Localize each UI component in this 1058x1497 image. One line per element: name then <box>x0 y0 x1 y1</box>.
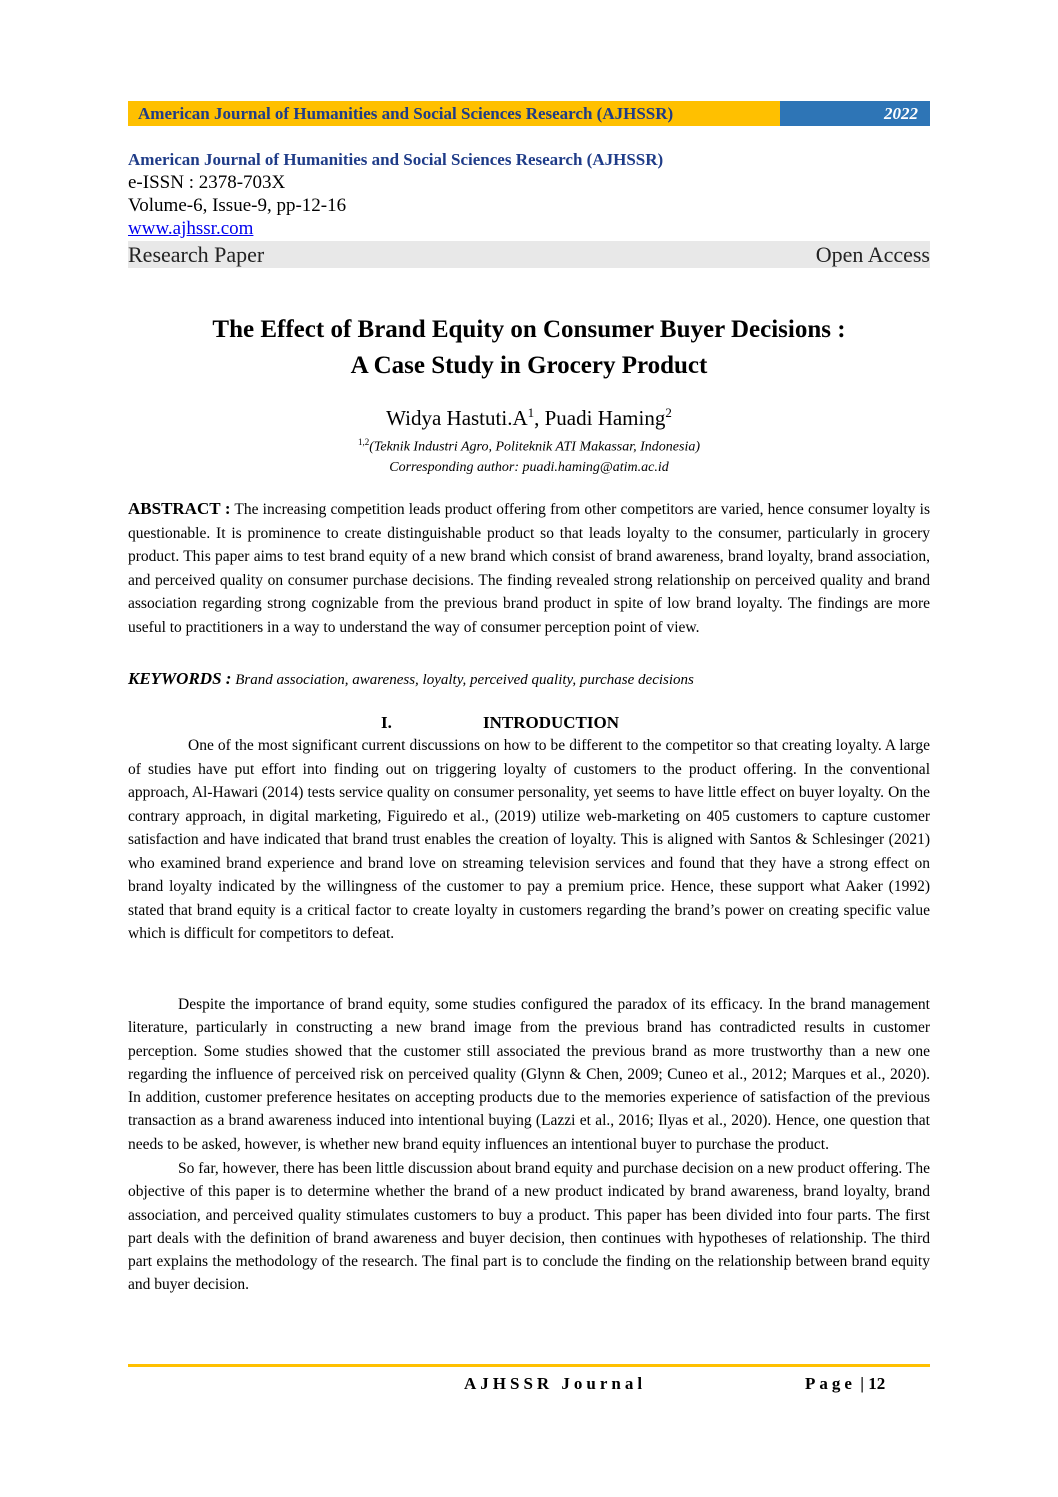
author-1-sup: 1 <box>527 405 535 420</box>
section-title: INTRODUCTION <box>483 713 620 732</box>
footer-page-label: Page <box>805 1374 856 1393</box>
paper-title-line-2: A Case Study in Grocery Product <box>350 352 708 379</box>
footer-page <box>805 1374 885 1394</box>
paper-type: Research Paper <box>128 242 265 267</box>
intro-paragraph-2: Despite the importance of brand equity, some studies configured the paradox of its efficacy. In the brand management literature, particularly in constructing a new brand image from the previous brand has contradicted results in customer perception. Some studies showed that the customer still associated the previous brand as more trustworthy than a new one regarding the influence of perceived risk on perceived quality (Glynn & Chen, 2009; Cuneo et al., 2012; Marques et al., 2020). In addition, customer preference hesitates on accepting products due to the memories experience of satisfaction of the previous transaction as a brand awareness induced into intentional buying (Lazzi et al., 2016; Ilyas et al., 2020). Hence, one question that needs to be asked, however, is whether new brand equity influences an intentional buyer to purchase the product. <box>128 996 930 1153</box>
journal-website-link[interactable]: www.ajhssr.com <box>128 218 254 239</box>
paper-type-bar <box>128 241 930 268</box>
footer-journal: AJHSSR Journal <box>464 1374 647 1393</box>
corresponding-author: Corresponding author: puadi.haming@atim.ac.id <box>389 459 669 475</box>
footer-rule <box>128 1364 930 1367</box>
access-type: Open Access <box>815 242 930 267</box>
journal-info <box>128 149 930 268</box>
section-number: I. <box>381 713 392 732</box>
intro-paragraph-1: One of the most significant current discussions on how to be different to the competitor so that creating loyalty. A large of studies have put effort into finding out on triggering loyalty of customers to the product offering. In the conventional approach, Al-Hawari (2014) tests service quality on consumer personality, yet seems to have little effect on buyer loyalty. On the contrary approach, in digital marketing, Figuiredo et al., (2019) utilize web-marketing on 405 customers to capture customer satisfaction and have indicated that brand trust enables the creation of loyalty. This is aligned with Santos & Schlesinger (2021) who examined brand experience and brand love on streaming television services and found that they have a strong effect on brand loyalty indicated by the willingness of the customer to pay a premium price. Hence, these support what Aaker (1992) stated that brand equity is a critical factor to create loyalty in customers regarding the brand’s power on creating specific value which is difficult for competitors to defeat. <box>128 737 930 942</box>
keywords-label: KEYWORDS : <box>128 669 232 688</box>
abstract-text: The increasing competition leads product offering from other competitors are varied, hence consumer loyalty is questionable. It is prominence to create distinguishable product so that leads loyalty to the consumer, particularly in grocery product. This paper aims to test brand equity of a new brand which consist of brand awareness, brand loyalty, brand association, and perceived quality on consumer purchase decisions. The finding revealed strong relationship on perceived quality and brand association regarding strong cognizable from the previous brand product in spite of low brand loyalty. The findings are more useful to practitioners in a way to understand the way of consumer perception point of view. <box>128 501 930 636</box>
footer-page-number: 12 <box>868 1374 886 1393</box>
author-list <box>128 400 930 431</box>
affiliation-sup: 1,2 <box>357 437 370 447</box>
keywords-text: Brand association, awareness, loyalty, perceived quality, purchase decisions <box>231 672 694 688</box>
paper-title <box>100 312 958 384</box>
running-header-year: 2022 <box>780 101 930 126</box>
running-header-journal: American Journal of Humanities and Social Sciences Research (AJHSSR) <box>128 101 780 126</box>
paper-title-line-1: The Effect of Brand Equity on Consumer Buyer Decisions : <box>212 316 846 343</box>
journal-name: American Journal of Humanities and Social Sciences Research (AJHSSR) <box>128 150 664 169</box>
footer-page-separator: | <box>855 1374 869 1393</box>
author-separator: , <box>534 406 545 430</box>
journal-issn: e-ISSN : 2378-703X <box>128 172 286 193</box>
abstract <box>128 497 930 639</box>
journal-volume: Volume-6, Issue-9, pp-12-16 <box>128 195 347 216</box>
abstract-label: ABSTRACT : <box>128 499 231 518</box>
affiliation-block <box>128 432 930 478</box>
intro-paragraph-3: So far, however, there has been little discussion about brand equity and purchase decision on a new product offering. The objective of this paper is to determine whether the brand of a new product indicated by brand awareness, brand loyalty, brand association, and perceived quality stimulates customers to buy a product. This paper has been divided into four parts. The first part deals with the definition of brand awareness and buyer decision, then continues with hypotheses of relationship. The third part explains the methodology of the research. The final part is to conclude the finding on the relationship between brand equity and buyer decision. <box>128 1160 930 1294</box>
author-1: Widya Hastuti.A <box>386 406 528 430</box>
keywords <box>128 668 930 691</box>
author-2-sup: 2 <box>665 405 672 420</box>
running-header <box>128 101 930 126</box>
affiliation: (Teknik Industri Agro, Politeknik ATI Makassar, Indonesia) <box>369 439 701 455</box>
author-2: Puadi Haming <box>544 406 666 430</box>
